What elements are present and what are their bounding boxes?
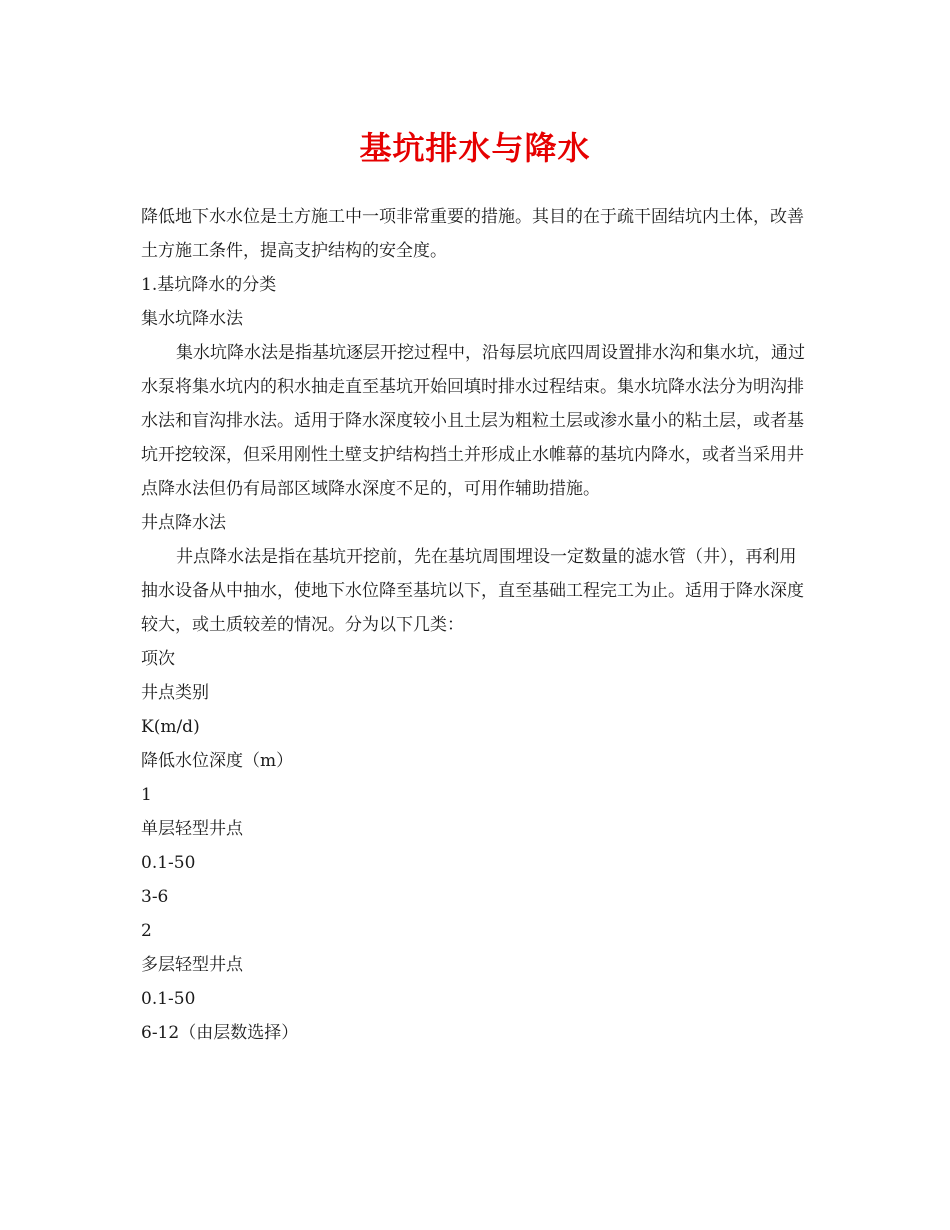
table-header-type: 井点类别 xyxy=(141,683,209,703)
subheading-sump-method: 集水坑降水法 xyxy=(141,309,243,329)
section-heading-classification: 1.基坑降水的分类 xyxy=(141,275,277,295)
table-header-k: K(m/d) xyxy=(141,717,200,737)
table-cell-row1-k: 0.1-50 xyxy=(141,853,196,873)
table-cell-row2-depth: 6-12（由层数选择） xyxy=(141,1023,299,1043)
table-header-index: 项次 xyxy=(141,649,175,669)
table-cell-row2-k: 0.1-50 xyxy=(141,989,196,1009)
intro-paragraph: 降低地下水水位是土方施工中一项非常重要的措施。其目的在于疏干固结坑内土体，改善土方施工条件，提高支护结构的安全度。 xyxy=(141,207,804,261)
document-title: 基坑排水与降水 xyxy=(359,129,591,167)
table-header-depth: 降低水位深度（m） xyxy=(141,751,294,771)
sump-method-paragraph: 集水坑降水法是指基坑逐层开挖过程中，沿每层坑底四周设置排水沟和集水坑，通过水泵将集水坑内的积水抽走直至基坑开始回填时排水过程结束。集水坑降水法分为明沟排水法和盲沟排水法。适用于降水深度较小且土层为粗粒土层或渗水量小的粘土层，或者基坑开挖较深，但采用刚性土壁支护结构挡土并形成止水帷幕的基坑内降水，或者当采用井点降水法但仍有局部区域降水深度不足的，可用作辅助措施。 xyxy=(141,343,805,499)
document-body xyxy=(141,200,813,1050)
table-cell-row2-type: 多层轻型井点 xyxy=(141,955,243,975)
table-cell-row1-index: 1 xyxy=(141,785,152,805)
wellpoint-method-paragraph: 井点降水法是指在基坑开挖前，先在基坑周围埋设一定数量的滤水管（井），再利用抽水设备从中抽水，使地下水位降至基坑以下，直至基础工程完工为止。适用于降水深度较大，或土质较差的情况。分为以下几类： xyxy=(141,547,804,635)
table-cell-row1-type: 单层轻型井点 xyxy=(141,819,243,839)
subheading-wellpoint-method: 井点降水法 xyxy=(141,513,226,533)
table-cell-row1-depth: 3-6 xyxy=(141,887,169,907)
table-cell-row2-index: 2 xyxy=(141,921,152,941)
